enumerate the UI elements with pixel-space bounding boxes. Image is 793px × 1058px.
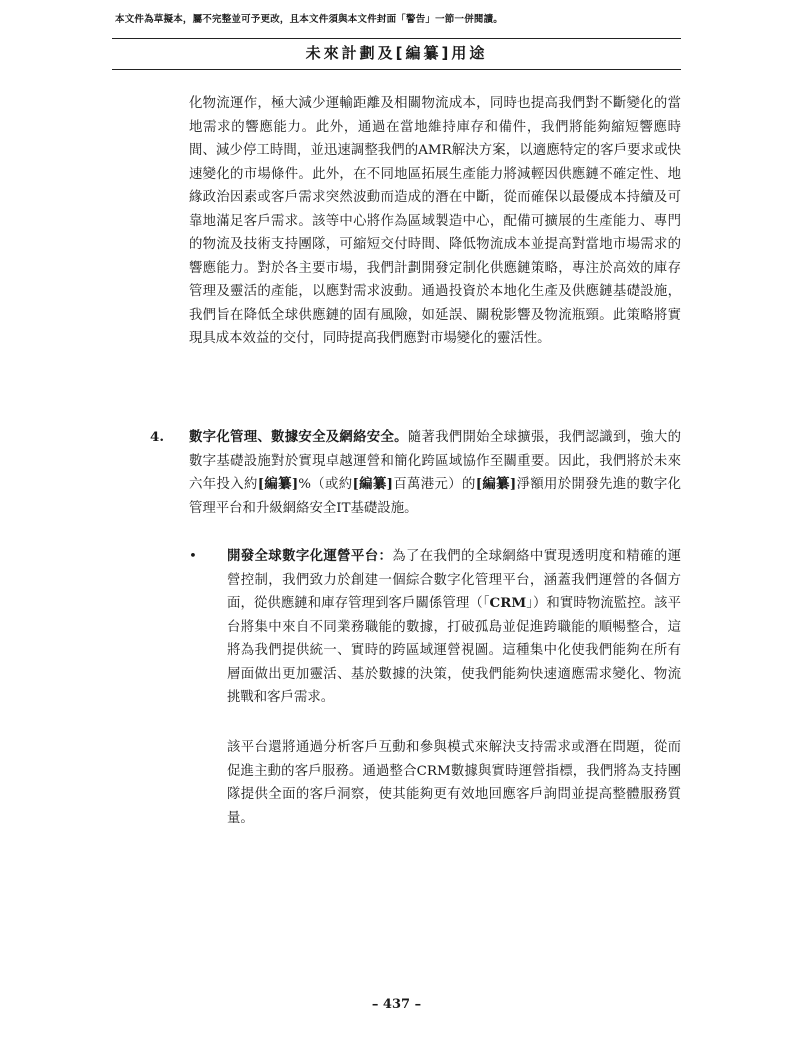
- item-4-text-c: 百萬港元）的: [392, 477, 476, 492]
- redacted-marker: [編纂]: [475, 476, 517, 492]
- item-4-text-d: 淨額用於開發先進的數字化管理平台和升級網絡安全IT基礎設施。: [189, 477, 682, 516]
- header-rule-bottom: [112, 69, 681, 70]
- draft-disclaimer: 本文件為草擬本，屬不完整並可予更改，且本文件須與本文件封面「警告」一節一併閱讀。: [115, 14, 504, 25]
- continued-paragraph: 化物流運作，極大減少運輸距離及相關物流成本，同時也提高我們對不斷變化的當地需求的響應能力。此外，通過在當地維持庫存和備件，我們將能夠縮短響應時間、減少停工時間，並迅速調整我們的AMR解決方案，以適應特定的客戶要求或快速變化的市場條件。此外，在不同地區拓展生產能力將減輕因供應鏈不確定性、地緣政治因素或客戶需求突然波動而造成的潛在中斷，從而確保以最優成本持續及可靠地滿足客戶需求。該等中心將作為區域製造中心，配備可擴展的生產能力、專門的物流及技術支持團隊，可縮短交付時間、降低物流成本並提高對當地市場需求的響應能力。對於各主要市場，我們計劃開發定制化供應鏈策略，專注於高效的庫存管理及靈活的產能，以應對需求波動。通過投資於本地化生產及供應鏈基礎設施，我們旨在降低全球供應鏈的固有風險，如延誤、關稅影響及物流瓶頸。此策略將實現具成本效益的交付，同時提高我們應對市場變化的靈活性。: [189, 96, 681, 346]
- item-number: 4.: [150, 429, 164, 445]
- bullet-text-b: 」）和實時物流監控。該平台將集中來自不同業務職能的數據，打破孤島並促進跨職能的順暢整合，這將為我們提供統一、實時的跨區域運營視圖。這種集中化使我們能夠在所有層面做出更加靈活、基於數據的決策，使我們能夠快速適應需求變化、物流挑戰和客戶需求。: [227, 596, 681, 705]
- redacted-marker: [編纂]: [257, 476, 299, 492]
- bullet-heading: 開發全球數字化運營平台：: [227, 549, 393, 564]
- bullet-icon: •: [189, 549, 197, 564]
- section-title: 未來計劃及[編纂]用途: [305, 44, 488, 62]
- bullet-paragraph-2: 該平台還將通過分析客戶互動和參與模式來解決支持需求或潛在問題，從而促進主動的客戶服務。通過整合CRM數據與實時運營指標，我們將為支持團隊提供全面的客戶洞察，使其能夠更有效地回應客戶詢問並提高整體服務質量。: [227, 740, 681, 826]
- item-4-text-b: %（或約: [298, 477, 353, 492]
- header-rule-top: [112, 38, 681, 39]
- item-4-text-a: 隨著我們開始全球擴張，我們認識到，強大的數字基礎設施對於實現卓越運營和簡化跨區域協作至關重要。因此，我們將於未來六年投入約: [189, 430, 682, 492]
- page-number: – 437 –: [371, 997, 422, 1012]
- bullet-paragraph: [227, 545, 681, 710]
- redacted-marker: [編纂]: [352, 476, 393, 492]
- bullet-text-a: 為了在我們的全球網絡中實現透明度和精確的運營控制，我們致力於創建一個綜合數字化管理平台，涵蓋我們運營的各個方面，從供應鏈和庫存管理到客戶關係管理（「: [227, 549, 682, 611]
- item-4-heading: 數字化管理、數據安全及網絡安全。: [189, 430, 408, 445]
- item-4-paragraph: [189, 426, 681, 520]
- crm-term: CRM: [489, 595, 527, 611]
